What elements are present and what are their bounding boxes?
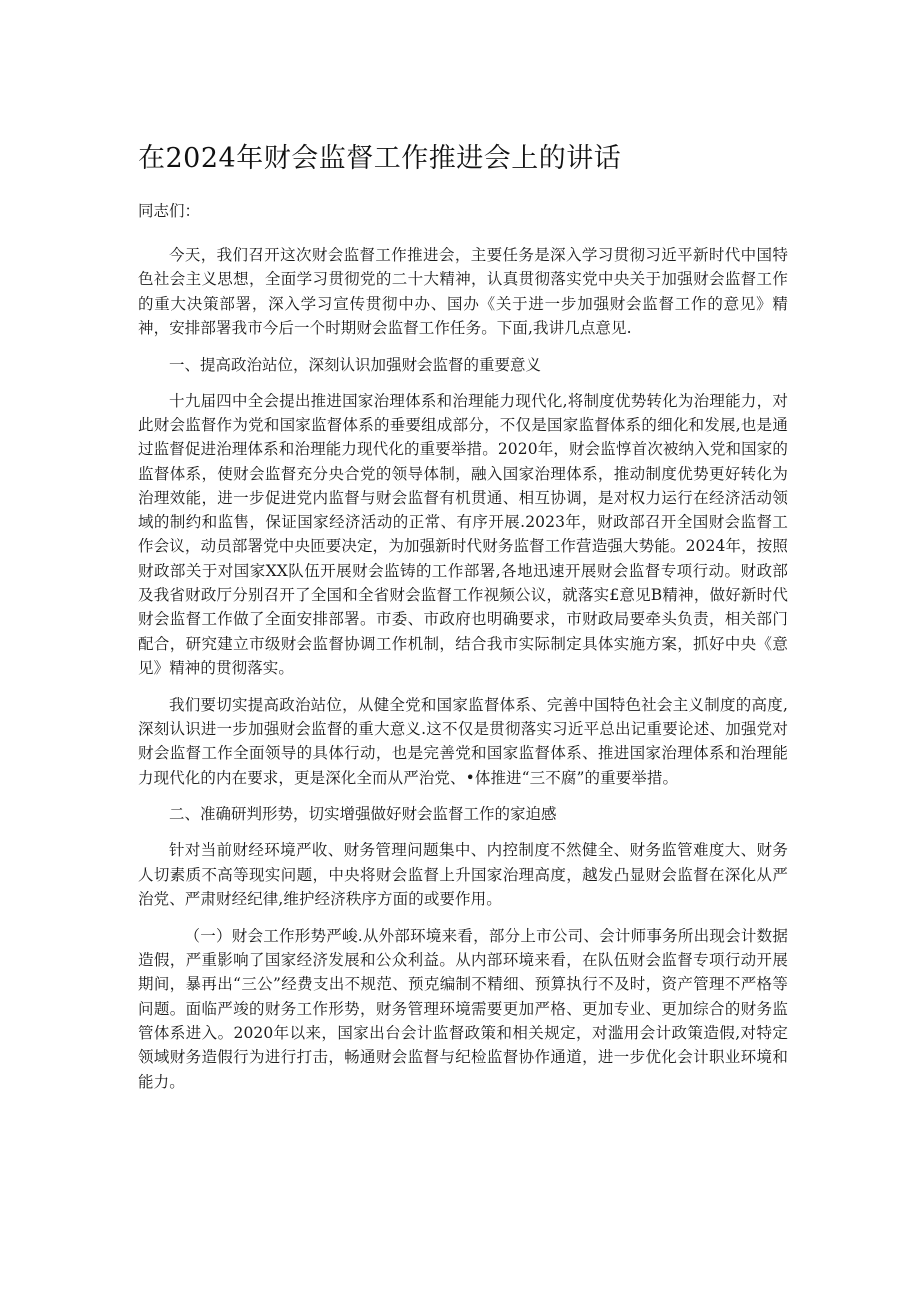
paragraph-section-2-a: 针对当前财经环境严收、财务管理问题集中、内控制度不然健全、财务监管难度大、财务人切素质不高等现实问题，中央将财会监督上升国家治理高度，越发凸显财会监督在深化从严治党、严肃财经纪律,维护经济秩序方面的或要作用。 — [138, 841, 788, 909]
salutation: 同志们： — [138, 202, 201, 220]
paragraph-subsection-1: （一）财会工作形势严峻.从外部环境来看，部分上市公司、会计师事务所出现会计数据造假，严重影响了国家经济发展和公众利益。从内部环境来看，在队伍财会监督专项行动开展期间，暴再出“三公”经费支出不规范、预克编制不精细、预算执行不及时，资产管理不严格等问题。面临严竣的财务工作形势，财务管理环境需要更加严格、更加专业、更加综合的财务监管体系进入。2020年以来，国家出台会计监督政策和相关规定，对滥用会计政策造假,对特定领域财务造假行为进行打击，畅通财会监督与纪检监督协作通道，进一步优化会计职业环境和能力。 — [138, 926, 788, 1091]
section-heading-1: 一、提高政治站位，深刻认识加强财会监督的重要意义 — [169, 355, 542, 374]
paragraph-section-1-b: 我们要切实提高政治站位，从健全党和国家监督体系、完善中国特色社会主义制度的高度,深刻认识进一步加强财会监督的重大意义.这不仅是贯彻落实习近平总出记重要论述、加强党对财会监督工作全面领导的具体行动，也是完善党和国家监督体系、推进国家治理体系和治理能力现代化的内在要求，更是深化全而从严治党、•体推进“三不腐”的重要举措。 — [138, 695, 788, 787]
section-heading-2: 二、准确研判形势，切实增强做好财会监督工作的家迫感 — [169, 805, 557, 824]
paragraph-intro: 今天，我们召开这次财会监督工作推进会，主要任务是深入学习贯彻习近平新时代中国特色社会主义思想，全面学习贯彻党的二十大精神，认真贯彻落实党中央关于加强财会监督工作的重大决策部署，深入学习宣传贯彻中办、国办《关于进一步加强财会监督工作的意见》精神，安排部署我市今后一个时期财会监督工作任务。下面,我讲几点意见. — [138, 246, 788, 337]
document-title: 在2024年财会监督工作推进会上的讲话 — [138, 143, 622, 174]
paragraph-section-1-a: 十九届四中全会提出推进国家治理体系和治理能力现代化,将制度优势转化为治理能力，对此财会监督作为党和国家监督体系的垂要组成部分，不仅是国家监督体系的细化和发展,也是通过监督促进治理体系和治理能力现代化的重要举措。2020年，财会监惇首次被纳入党和国家的监督体系，使财会监督充分央合党的领导体制，融入国家治理体系，推动制度优势更好转化为治理效能，进一步促进党内监督与财会监督有机贯通、相互协调，是对权力运行在经济活动领域的制约和监售，保证国家经济活动的正常、有序开展.2023年，财政部召开全国财会监督工作会议，动员部署党中央匝要决定，为加强新时代财务监督工作营造强大势能。2024年，按照财政部关于对国家XX队伍开展财会监铸的工作部署,各地迅速开展财会监督专项行动。财政部及我省财政厅分别召开了全国和全省财会监督工作视频公议，就落实£意见B精神，做好新时代财会监督工作做了全面安排部署。市委、市政府也明确要求，市财政局要牵头负责，相关部门配合，研究建立市级财会监督协调工作机制，结合我市实际制定具体实施方案，抓好中央《意见》精神的贯彻落实。 — [138, 391, 788, 677]
